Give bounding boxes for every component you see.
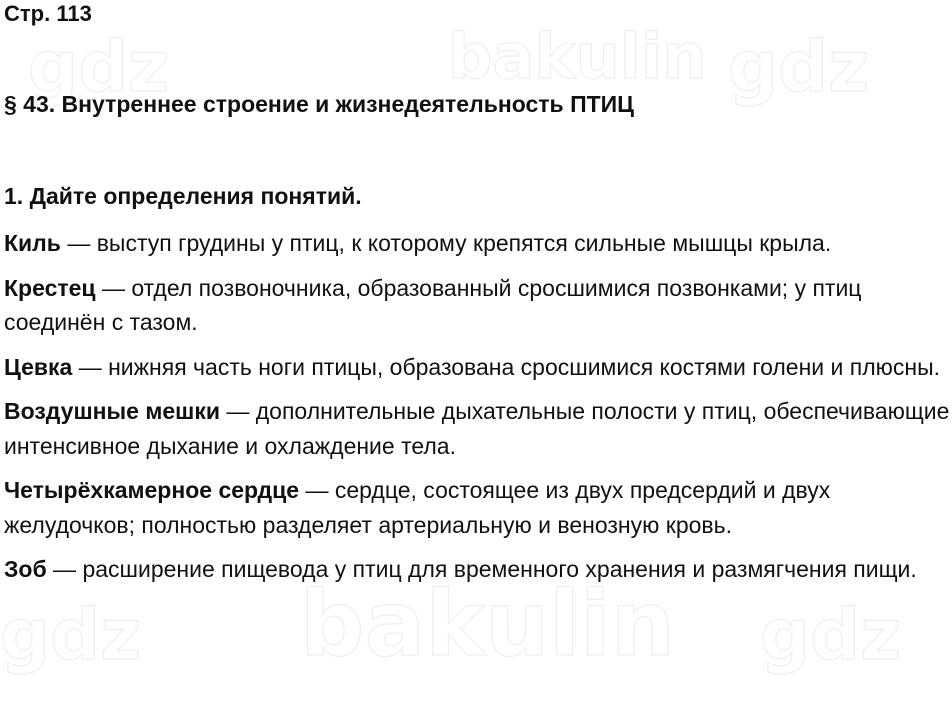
- definition-term: Крестец: [4, 274, 96, 301]
- definition-text: — отдел позвоночника, образованный сросшимися позвонками; у птиц соединён с тазом.: [4, 274, 862, 335]
- definition-item-kil: [4, 226, 950, 261]
- watermark-bakulin-bottom: bakulin: [300, 572, 675, 677]
- definition-text: — нижняя часть ноги птицы, образована сросшимися костями голени и плюсны.: [72, 353, 941, 380]
- watermark-gdz-bottom-left: gdz: [0, 594, 141, 676]
- watermark-bakulin-top: bakulin: [448, 20, 707, 93]
- definition-text: — расширение пищевода у птиц для временного хранения и размягчения пищи.: [46, 556, 917, 582]
- watermark-gdz-top-left: gdz: [28, 26, 169, 108]
- section-title: § 43. Внутреннее строение и жизнедеятельность ПТИЦ: [4, 91, 634, 117]
- definition-term: Четырёхкамерное сердце: [4, 477, 300, 503]
- definition-term: Воздушные мешки: [4, 398, 220, 424]
- definition-term: Зоб: [4, 556, 47, 582]
- definition-item-crop: [4, 552, 950, 587]
- task-title: 1. Дайте определения понятий.: [4, 183, 362, 209]
- definition-item-tsevka: [4, 350, 950, 385]
- definition-text: — дополнительные дыхательные полости у птиц, обеспечивающие интенсивное дыхание и охлаждение тела.: [4, 398, 950, 459]
- definitions-list: [4, 226, 950, 597]
- definition-term: Цевка: [4, 353, 73, 380]
- definition-item-four-chamber-heart: [4, 473, 950, 542]
- watermark-gdz-top-right: gdz: [728, 26, 869, 108]
- definition-text: — сердце, состоящее из двух предсердий и двух желудочков; полностью разделяет артериальную и венозную кровь.: [4, 477, 831, 538]
- definition-item-krestets: [4, 271, 950, 340]
- definition-item-air-sacs: [4, 394, 950, 463]
- definition-term: Киль: [4, 230, 61, 256]
- watermark-gdz-bottom-right: gdz: [760, 594, 901, 676]
- page-number: Стр. 113: [4, 1, 92, 26]
- definition-text: — выступ грудины у птиц, к которому крепятся сильные мышцы крыла.: [60, 230, 832, 256]
